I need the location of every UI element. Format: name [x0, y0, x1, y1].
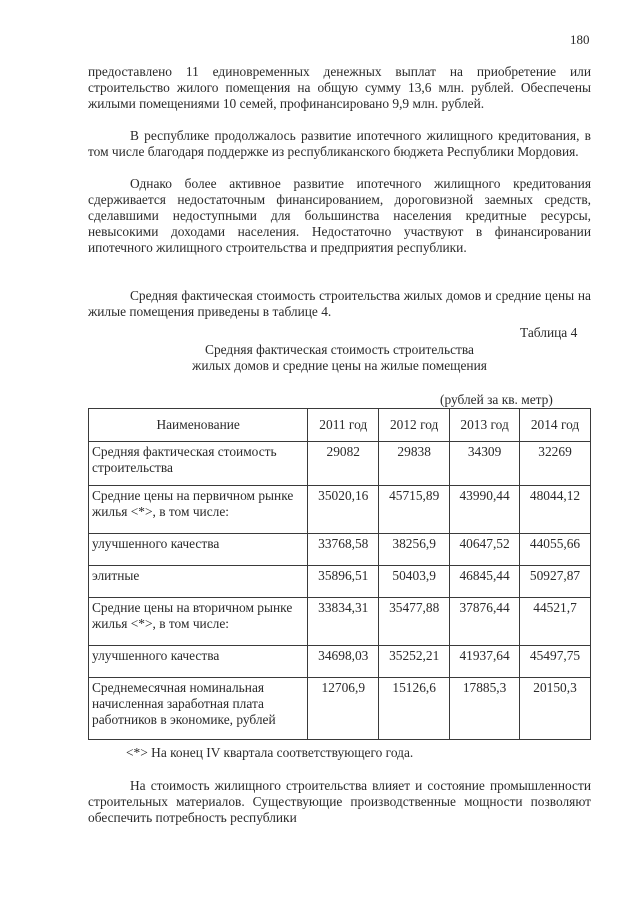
cell-value: 17885,3: [450, 678, 520, 740]
row-label: улучшенного качества: [89, 534, 308, 566]
cell-value: 33834,31: [308, 598, 379, 646]
row-label: Среднемесячная номинальная начисленная заработная плата работников в экономике, рублей: [89, 678, 308, 740]
row-label: Средние цены на первичном рынке жилья <*>, в том числе:: [89, 486, 308, 534]
cell-value: 38256,9: [379, 534, 450, 566]
cell-value: 41937,64: [450, 646, 520, 678]
table-caption-line-1: Средняя фактическая стоимость строительства: [205, 342, 474, 357]
column-header-2014: 2014 год: [520, 409, 591, 442]
cell-value: 34698,03: [308, 646, 379, 678]
table-row: [89, 566, 591, 598]
cell-value: 35252,21: [379, 646, 450, 678]
table-row: [89, 598, 591, 646]
table-row: [89, 486, 591, 534]
cell-value: 44055,66: [520, 534, 591, 566]
cell-value: 48044,12: [520, 486, 591, 534]
column-header-2013: 2013 год: [450, 409, 520, 442]
table-footnote: <*> На конец IV квартала соответствующего года.: [126, 745, 414, 760]
cell-value: 35896,51: [308, 566, 379, 598]
cell-value: 35477,88: [379, 598, 450, 646]
column-header-2011: 2011 год: [308, 409, 379, 442]
cell-value: 50927,87: [520, 566, 591, 598]
page-number: 180: [570, 32, 590, 47]
paragraph-3: Однако более активное развитие ипотечного жилищного кредитования сдерживается недостаточным финансированием, дороговизной заемных средств, сделавшими недоступными для большинства населения кредитные ресурсы, невысокими доходами населения. Недостаточно участвуют в финансировании ипотечного жилищного строительства и предприятия республики.: [88, 176, 591, 255]
row-label: улучшенного качества: [89, 646, 308, 678]
price-table: [88, 408, 591, 740]
cell-value: 44521,7: [520, 598, 591, 646]
row-label: элитные: [89, 566, 308, 598]
table-row: [89, 442, 591, 486]
cell-value: 20150,3: [520, 678, 591, 740]
cell-value: 35020,16: [308, 486, 379, 534]
table-header-row: [89, 409, 591, 442]
cell-value: 50403,9: [379, 566, 450, 598]
table-units: (рублей за кв. метр): [440, 392, 553, 407]
table-caption-line-2: жилых домов и средние цены на жилые помещения: [192, 358, 487, 373]
cell-value: 46845,44: [450, 566, 520, 598]
paragraph-2: В республике продолжалось развитие ипотечного жилищного кредитования, в том числе благодаря поддержке из республиканского бюджета Республики Мордовия.: [88, 128, 591, 159]
column-header-2012: 2012 год: [379, 409, 450, 442]
cell-value: 40647,52: [450, 534, 520, 566]
table-row: [89, 678, 591, 740]
column-header-name: Наименование: [89, 409, 308, 442]
paragraph-1: предоставлено 11 единовременных денежных выплат на приобретение или строительство жилого помещения на общую сумму 13,6 млн. рублей. Обеспечены жилыми помещениями 10 семей, профинансировано 9,9 млн. рублей.: [88, 64, 591, 111]
table-caption: [88, 342, 591, 374]
table-row: [89, 646, 591, 678]
row-label: Средняя фактическая стоимость строительства: [89, 442, 308, 486]
cell-value: 37876,44: [450, 598, 520, 646]
cell-value: 32269: [520, 442, 591, 486]
cell-value: 12706,9: [308, 678, 379, 740]
table-row: [89, 534, 591, 566]
cell-value: 29838: [379, 442, 450, 486]
cell-value: 29082: [308, 442, 379, 486]
cell-value: 15126,6: [379, 678, 450, 740]
cell-value: 34309: [450, 442, 520, 486]
table-label: Таблица 4: [520, 325, 578, 340]
cell-value: 43990,44: [450, 486, 520, 534]
cell-value: 45715,89: [379, 486, 450, 534]
paragraph-bottom: На стоимость жилищного строительства влияет и состояние промышленности строительных материалов. Существующие производственные мощности позволяют обеспечить потребность республики: [88, 778, 591, 825]
cell-value: 45497,75: [520, 646, 591, 678]
paragraph-4: Средняя фактическая стоимость строительства жилых домов и средние цены на жилые помещения приведены в таблице 4.: [88, 288, 591, 319]
cell-value: 33768,58: [308, 534, 379, 566]
row-label: Средние цены на вторичном рынке жилья <*>, в том числе:: [89, 598, 308, 646]
